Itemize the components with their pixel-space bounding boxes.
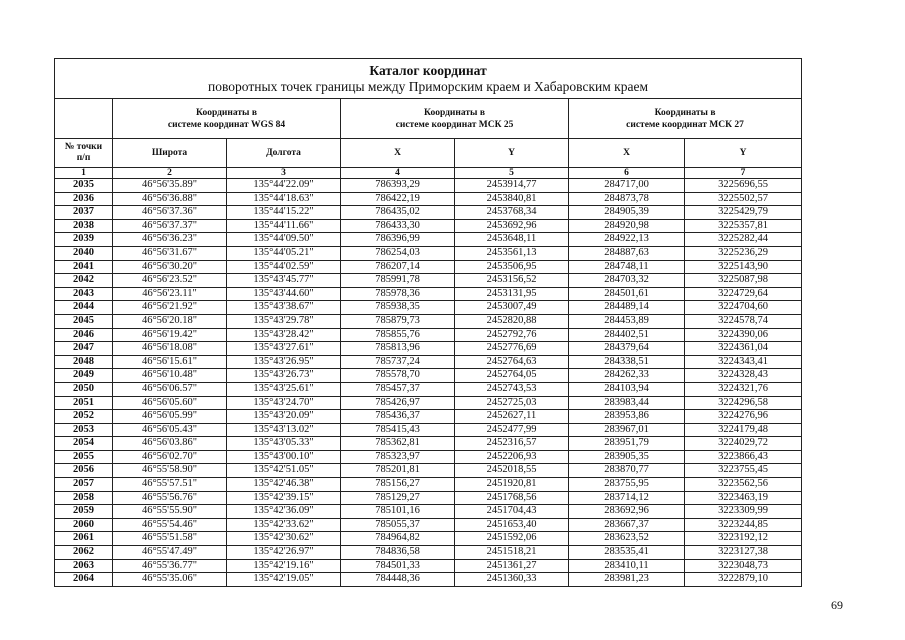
table-cell: 135°44'22.09" (227, 179, 341, 193)
table-cell: 3224276,96 (685, 410, 802, 424)
table-cell: 2452316,57 (455, 437, 569, 451)
table-cell: 3224729,64 (685, 287, 802, 301)
table-cell: 2052 (55, 410, 113, 424)
table-cell: 283692,96 (569, 505, 685, 519)
table-cell: 2062 (55, 546, 113, 560)
table-cell: 2452206,93 (455, 450, 569, 464)
column-number: 6 (569, 168, 685, 179)
table-row (55, 369, 802, 383)
table-cell: 135°43'25.61" (227, 382, 341, 396)
table-cell: 2451704,43 (455, 505, 569, 519)
table-cell: 3223048,73 (685, 559, 802, 573)
table-cell: 284748,11 (569, 260, 685, 274)
table-cell: 2059 (55, 505, 113, 519)
table-cell: 283623,52 (569, 532, 685, 546)
table-cell: 284338,51 (569, 355, 685, 369)
table-cell: 46°56'36.88" (113, 192, 227, 206)
table-cell: 2036 (55, 192, 113, 206)
point-column-header: № точки п/п (55, 139, 113, 168)
table-cell: 2043 (55, 287, 113, 301)
column-number: 7 (685, 168, 802, 179)
table-cell: 2037 (55, 206, 113, 220)
table-cell: 135°44'02.59" (227, 260, 341, 274)
table-cell: 2042 (55, 274, 113, 288)
table-cell: 3225236,29 (685, 246, 802, 260)
table-cell: 785855,76 (341, 328, 455, 342)
table-cell: 46°56'05.60" (113, 396, 227, 410)
table-cell: 283983,44 (569, 396, 685, 410)
table-cell: 284379,64 (569, 342, 685, 356)
table-cell: 2039 (55, 233, 113, 247)
table-cell: 2452627,11 (455, 410, 569, 424)
table-cell: 135°43'45.77" (227, 274, 341, 288)
table-cell: 2453768,34 (455, 206, 569, 220)
table-cell: 785436,37 (341, 410, 455, 424)
table-cell: 2453131,95 (455, 287, 569, 301)
table-cell: 283667,37 (569, 518, 685, 532)
table-cell: 2453156,52 (455, 274, 569, 288)
table-cell: 2453840,81 (455, 192, 569, 206)
table-cell: 3225502,57 (685, 192, 802, 206)
table-cell: 786433,30 (341, 219, 455, 233)
table-cell: 3224361,04 (685, 342, 802, 356)
table-row (55, 559, 802, 573)
table-cell: 46°56'05.43" (113, 423, 227, 437)
column-number-row (55, 168, 802, 179)
table-cell: 284501,61 (569, 287, 685, 301)
table-cell: 2451518,21 (455, 546, 569, 560)
table-cell: 786435,02 (341, 206, 455, 220)
table-cell: 46°56'15.61" (113, 355, 227, 369)
table-cell: 2044 (55, 301, 113, 315)
table-cell: 2040 (55, 246, 113, 260)
table-cell: 3225429,79 (685, 206, 802, 220)
table-cell: 135°43'24.70" (227, 396, 341, 410)
table-cell: 2056 (55, 464, 113, 478)
table-row (55, 464, 802, 478)
table-cell: 785991,78 (341, 274, 455, 288)
table-cell: 785101,16 (341, 505, 455, 519)
table-cell: 46°55'35.06" (113, 573, 227, 587)
table-row (55, 546, 802, 560)
table-cell: 135°42'51.05" (227, 464, 341, 478)
system-msk25-header: Координаты в системе координат МСК 25 (341, 99, 569, 139)
table-cell: 284103,94 (569, 382, 685, 396)
table-cell: 3224321,76 (685, 382, 802, 396)
table-cell: 284489,14 (569, 301, 685, 315)
table-cell: 46°55'36.77" (113, 559, 227, 573)
catalog-title: Каталог координат (369, 62, 487, 78)
table-row (55, 219, 802, 233)
table-cell: 2452764,63 (455, 355, 569, 369)
column-number: 5 (455, 168, 569, 179)
table-cell: 135°43'13.02" (227, 423, 341, 437)
table-cell: 785415,43 (341, 423, 455, 437)
table-cell: 46°56'36.23" (113, 233, 227, 247)
table-cell: 284402,51 (569, 328, 685, 342)
table-cell: 46°56'05.99" (113, 410, 227, 424)
table-cell: 2451653,40 (455, 518, 569, 532)
catalog-subtitle: поворотных точек границы между Приморским краем и Хабаровским краем (208, 78, 648, 94)
table-cell: 3225696,55 (685, 179, 802, 193)
table-cell: 3225357,81 (685, 219, 802, 233)
table-cell: 2058 (55, 491, 113, 505)
table-cell: 786207,14 (341, 260, 455, 274)
table-cell: 283953,86 (569, 410, 685, 424)
table-cell: 3224704,60 (685, 301, 802, 315)
table-cell: 46°56'37.36" (113, 206, 227, 220)
table-cell: 135°44'18.63" (227, 192, 341, 206)
table-cell: 2451361,27 (455, 559, 569, 573)
table-cell: 135°43'26.95" (227, 355, 341, 369)
table-row (55, 260, 802, 274)
table-cell: 2453561,13 (455, 246, 569, 260)
coordinate-catalog (54, 58, 801, 587)
table-cell: 785201,81 (341, 464, 455, 478)
table-cell: 786422,19 (341, 192, 455, 206)
table-cell: 785978,36 (341, 287, 455, 301)
table-cell: 785813,96 (341, 342, 455, 356)
table-row (55, 573, 802, 587)
table-cell: 2452820,88 (455, 314, 569, 328)
table-cell: 46°56'19.42" (113, 328, 227, 342)
table-row (55, 328, 802, 342)
table-cell: 2051 (55, 396, 113, 410)
table-cell: 46°55'51.58" (113, 532, 227, 546)
table-row (55, 192, 802, 206)
table-cell: 283410,11 (569, 559, 685, 573)
table-cell: 2064 (55, 573, 113, 587)
table-row (55, 274, 802, 288)
table-cell: 3224179,48 (685, 423, 802, 437)
table-cell: 784448,36 (341, 573, 455, 587)
table-row (55, 491, 802, 505)
x27-column-header: X (569, 139, 685, 168)
table-cell: 46°55'55.90" (113, 505, 227, 519)
table-cell: 2452792,76 (455, 328, 569, 342)
table-cell: 3223755,45 (685, 464, 802, 478)
table-row (55, 382, 802, 396)
table-cell: 135°42'19.05" (227, 573, 341, 587)
table-row (55, 437, 802, 451)
table-cell: 2453007,49 (455, 301, 569, 315)
table-cell: 284703,32 (569, 274, 685, 288)
table-row (55, 314, 802, 328)
table-cell: 785323,97 (341, 450, 455, 464)
table-cell: 46°55'56.76" (113, 491, 227, 505)
table-cell: 3223463,19 (685, 491, 802, 505)
table-cell: 283714,12 (569, 491, 685, 505)
table-cell: 284262,33 (569, 369, 685, 383)
table-row (55, 342, 802, 356)
table-cell: 46°55'57.51" (113, 478, 227, 492)
table-cell: 135°43'26.73" (227, 369, 341, 383)
table-cell: 2048 (55, 355, 113, 369)
table-cell: 2041 (55, 260, 113, 274)
table-cell: 2061 (55, 532, 113, 546)
table-cell: 3223562,56 (685, 478, 802, 492)
table-cell: 3224029,72 (685, 437, 802, 451)
table-cell: 135°42'46.38" (227, 478, 341, 492)
table-cell: 786393,29 (341, 179, 455, 193)
table-cell: 2054 (55, 437, 113, 451)
table-cell: 135°44'05.21" (227, 246, 341, 260)
table-cell: 2045 (55, 314, 113, 328)
table-cell: 283951,79 (569, 437, 685, 451)
table-cell: 135°42'36.09" (227, 505, 341, 519)
table-cell: 2063 (55, 559, 113, 573)
table-cell: 283535,41 (569, 546, 685, 560)
table-cell: 2451768,56 (455, 491, 569, 505)
table-cell: 2057 (55, 478, 113, 492)
table-cell: 283967,01 (569, 423, 685, 437)
table-cell: 46°56'23.11" (113, 287, 227, 301)
table-cell: 135°44'11.66" (227, 219, 341, 233)
column-number: 4 (341, 168, 455, 179)
table-row (55, 179, 802, 193)
table-cell: 283905,35 (569, 450, 685, 464)
table-cell: 2046 (55, 328, 113, 342)
column-number: 1 (55, 168, 113, 179)
table-cell: 284922,13 (569, 233, 685, 247)
y25-column-header: Y (455, 139, 569, 168)
table-cell: 2049 (55, 369, 113, 383)
table-cell: 785426,97 (341, 396, 455, 410)
table-row (55, 246, 802, 260)
table-cell: 46°56'03.86" (113, 437, 227, 451)
table-cell: 2452477,99 (455, 423, 569, 437)
table-row (55, 396, 802, 410)
table-cell: 3222879,10 (685, 573, 802, 587)
table-cell: 2452776,69 (455, 342, 569, 356)
table-cell: 46°56'06.57" (113, 382, 227, 396)
table-cell: 46°56'31.67" (113, 246, 227, 260)
x25-column-header: X (341, 139, 455, 168)
table-cell: 284453,89 (569, 314, 685, 328)
table-cell: 135°43'44.60" (227, 287, 341, 301)
table-cell: 785737,24 (341, 355, 455, 369)
table-cell: 2452018,55 (455, 464, 569, 478)
table-cell: 46°56'35.89" (113, 179, 227, 193)
table-cell: 2451920,81 (455, 478, 569, 492)
table-cell: 784964,82 (341, 532, 455, 546)
table-cell: 784836,58 (341, 546, 455, 560)
table-cell: 3223866,43 (685, 450, 802, 464)
table-row (55, 505, 802, 519)
table-cell: 2055 (55, 450, 113, 464)
table-cell: 3224328,43 (685, 369, 802, 383)
table-cell: 135°43'27.61" (227, 342, 341, 356)
table-cell: 2451360,33 (455, 573, 569, 587)
coordinate-table (54, 58, 802, 587)
table-row (55, 450, 802, 464)
table-cell: 284717,00 (569, 179, 685, 193)
table-cell: 135°44'15.22" (227, 206, 341, 220)
table-cell: 785362,81 (341, 437, 455, 451)
table-row (55, 518, 802, 532)
table-cell: 46°56'30.20" (113, 260, 227, 274)
table-cell: 284920,98 (569, 219, 685, 233)
lat-column-header: Широта (113, 139, 227, 168)
table-cell: 785156,27 (341, 478, 455, 492)
table-cell: 2050 (55, 382, 113, 396)
table-cell: 2452764,05 (455, 369, 569, 383)
table-cell: 284873,78 (569, 192, 685, 206)
table-cell: 46°56'18.08" (113, 342, 227, 356)
table-cell: 2035 (55, 179, 113, 193)
table-cell: 2060 (55, 518, 113, 532)
table-row (55, 287, 802, 301)
table-cell: 2053 (55, 423, 113, 437)
table-cell: 46°56'02.70" (113, 450, 227, 464)
system-wgs84-header: Координаты в системе координат WGS 84 (113, 99, 341, 139)
table-cell: 46°56'21.92" (113, 301, 227, 315)
table-cell: 784501,33 (341, 559, 455, 573)
system-msk27-header: Координаты в системе координат МСК 27 (569, 99, 802, 139)
table-cell: 3223192,12 (685, 532, 802, 546)
table-cell: 785129,27 (341, 491, 455, 505)
table-cell: 135°42'30.62" (227, 532, 341, 546)
table-cell: 135°43'00.10" (227, 450, 341, 464)
table-cell: 3224296,58 (685, 396, 802, 410)
table-cell: 786396,99 (341, 233, 455, 247)
table-row (55, 410, 802, 424)
page-number: 69 (831, 598, 843, 612)
table-row (55, 478, 802, 492)
table-cell: 3224390,06 (685, 328, 802, 342)
table-cell: 3223309,99 (685, 505, 802, 519)
table-cell: 46°55'58.90" (113, 464, 227, 478)
table-cell: 785055,37 (341, 518, 455, 532)
table-cell: 2038 (55, 219, 113, 233)
table-cell: 46°55'54.46" (113, 518, 227, 532)
table-cell: 3225087,98 (685, 274, 802, 288)
table-cell: 135°44'09.50" (227, 233, 341, 247)
table-cell: 2452743,53 (455, 382, 569, 396)
y27-column-header: Y (685, 139, 802, 168)
table-cell: 785938,35 (341, 301, 455, 315)
table-cell: 135°42'39.15" (227, 491, 341, 505)
table-row (55, 423, 802, 437)
table-cell: 284887,63 (569, 246, 685, 260)
table-cell: 46°56'10.48" (113, 369, 227, 383)
table-cell: 135°43'38.67" (227, 301, 341, 315)
table-cell: 283755,95 (569, 478, 685, 492)
table-row (55, 355, 802, 369)
column-number: 2 (113, 168, 227, 179)
table-row (55, 233, 802, 247)
table-cell: 2047 (55, 342, 113, 356)
table-cell: 2451592,06 (455, 532, 569, 546)
table-cell: 3225282,44 (685, 233, 802, 247)
table-cell: 3223127,38 (685, 546, 802, 560)
table-cell: 135°43'29.78" (227, 314, 341, 328)
table-cell: 786254,03 (341, 246, 455, 260)
table-row (55, 206, 802, 220)
table-cell: 785578,70 (341, 369, 455, 383)
table-cell: 3224343,41 (685, 355, 802, 369)
table-cell: 284905,39 (569, 206, 685, 220)
table-row (55, 301, 802, 315)
table-cell: 135°42'19.16" (227, 559, 341, 573)
table-cell: 135°42'33.62" (227, 518, 341, 532)
table-cell: 135°43'05.33" (227, 437, 341, 451)
table-cell: 46°56'37.37" (113, 219, 227, 233)
table-cell: 3223244,85 (685, 518, 802, 532)
column-number: 3 (227, 168, 341, 179)
table-title (55, 59, 802, 99)
table-cell: 3225143,90 (685, 260, 802, 274)
table-cell: 135°43'20.09" (227, 410, 341, 424)
lon-column-header: Долгота (227, 139, 341, 168)
table-cell: 2453506,95 (455, 260, 569, 274)
table-cell: 2453692,96 (455, 219, 569, 233)
table-cell: 2452725,03 (455, 396, 569, 410)
table-row (55, 532, 802, 546)
table-cell: 135°43'28.42" (227, 328, 341, 342)
table-cell: 283870,77 (569, 464, 685, 478)
table-cell: 2453648,11 (455, 233, 569, 247)
table-cell: 3224578,74 (685, 314, 802, 328)
table-cell: 785457,37 (341, 382, 455, 396)
table-cell: 135°42'26.97" (227, 546, 341, 560)
table-cell: 785879,73 (341, 314, 455, 328)
table-cell: 46°55'47.49" (113, 546, 227, 560)
table-cell: 283981,23 (569, 573, 685, 587)
table-cell: 2453914,77 (455, 179, 569, 193)
table-cell: 46°56'20.18" (113, 314, 227, 328)
corner-cell (55, 99, 113, 139)
table-cell: 46°56'23.52" (113, 274, 227, 288)
